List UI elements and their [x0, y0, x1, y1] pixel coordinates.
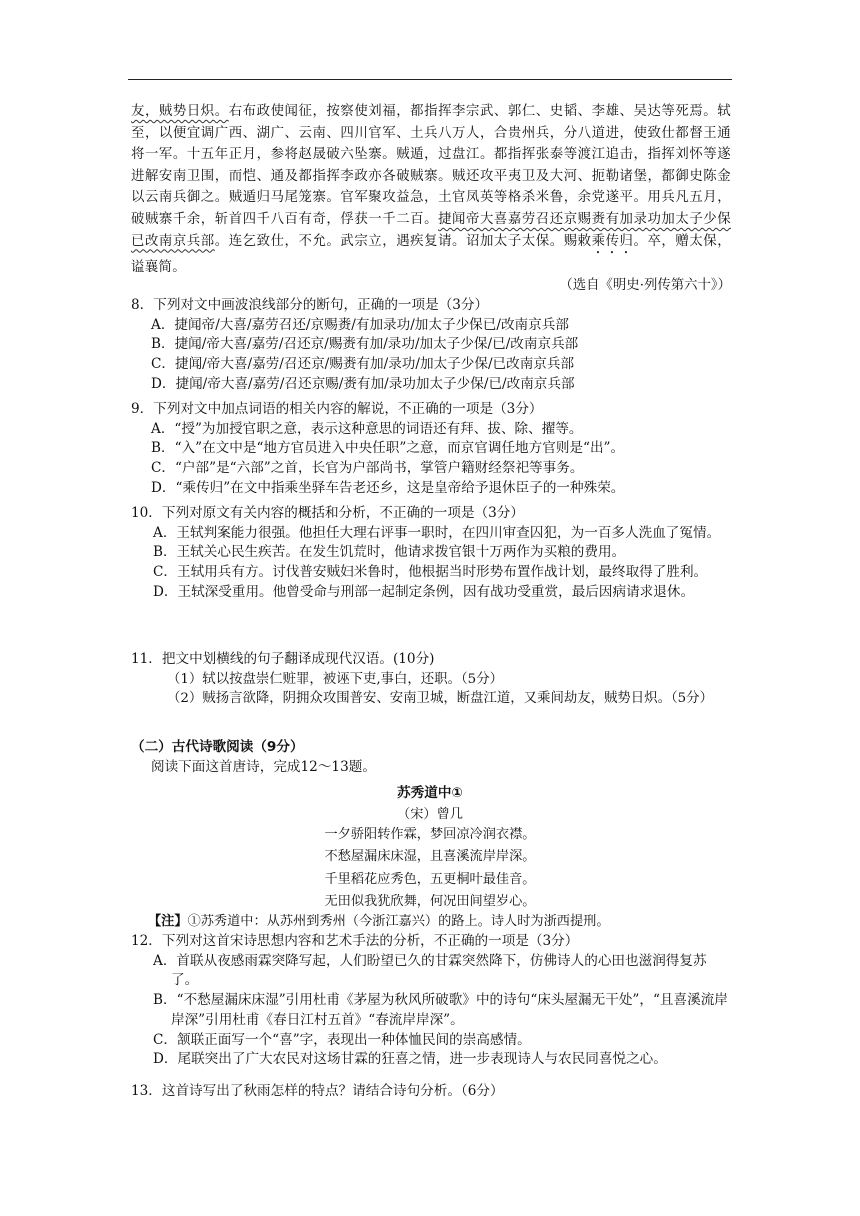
poem-line: 不愁屋漏床床湿，且喜溪流岸岸深。: [324, 849, 536, 865]
option-d: D．捷闻/帝大喜/嘉劳/召还京赐/赉有加/录功加太子少保/已/改南京兵部: [151, 375, 575, 392]
question-12: [131, 932, 733, 1070]
section-heading: （二）古代诗歌阅读（9分）: [131, 739, 304, 755]
option-a: A．王轼判案能力很强。他担任大理右评事一职时，在四川审查囚犯，为一百多人洗血了冤情。: [153, 524, 721, 541]
question-stem: 9．下列对文中加点词语的相关内容的解说，不正确的一项是（3分）: [131, 401, 543, 417]
option-c: C．王轼用兵有方。讨伐普安贼妇米鲁时，他根据当时形势布置作战计划，最终取得了胜利。: [153, 564, 708, 581]
question-stem: 11．把文中划横线的句子翻译成现代汉语。(10分): [131, 651, 435, 667]
header-rule: [128, 79, 732, 80]
option-b: B．“不愁屋漏床床湿”引用杜甫《茅屋为秋风所破歌》中的诗句“床头屋漏无干处”，“且喜溪流岸岸深”引用杜甫《春日江村五首》“春流岸岸深”。: [153, 992, 728, 1028]
poem-line: 千里稻花应秀色，五更桐叶最佳音。: [324, 871, 536, 887]
option-a: A．捷闻帝/大喜/嘉劳召还/京赐赉/有加录功/加太子少保已/改南京兵部: [151, 316, 569, 333]
question-13: [131, 1082, 733, 1102]
question-stem: 8．下列对文中画波浪线部分的断句，正确的一项是（3分）: [131, 297, 489, 313]
dotted-phrase: 乘传归: [591, 233, 634, 249]
question-stem: 12．下列对这首宋诗思想内容和艺术手法的分析，不正确的一项是（3分）: [131, 933, 579, 949]
classical-passage: [131, 101, 731, 278]
option-d: D．“乘传归”在文中指乘坐驿车告老还乡，这是皇帝给予退休臣子的一种殊荣。: [151, 479, 625, 496]
wavy-underlined-text: 友，贼势日炽。: [131, 104, 229, 119]
option-c: C．“户部”是“六部”之首，长官为户部尚书，掌管户籍财经祭祀等事务。: [151, 460, 584, 477]
poem-body: [0, 824, 860, 914]
poem-author: （宋）曾几: [397, 807, 463, 822]
poem-title: 苏秀道中①: [397, 785, 463, 801]
passage-paragraph: [131, 101, 731, 278]
question-9: [131, 400, 733, 499]
passage-text-2: 。连乞致仕，不允。武宗立，遇疾复请。诏加太子太保。赐敕: [214, 233, 592, 249]
section-poetry: [131, 738, 733, 777]
option-b: B．王轼关心民生疾苦。在发生饥荒时，他请求拨官银十万两作为买粮的费用。: [153, 544, 626, 561]
wavy-underlined-sentence: 捷闻帝大喜嘉劳召还京赐赉有加录功加太子少保已改南京兵部: [131, 211, 731, 249]
question-11: [131, 650, 733, 709]
note-label: 【注】: [148, 914, 188, 929]
passage-source: （选自《明史·列传第六十》）: [559, 278, 731, 293]
option-d: D．尾联突出了广大农民对这场甘霖的狂喜之情，进一步表现诗人与农民同喜悦之心。: [153, 1051, 667, 1068]
note-text: ①苏秀道中：从苏州到秀州（今浙江嘉兴）的路上。诗人时为浙西提刑。: [187, 914, 610, 929]
sentence-2: （2）贼扬言欲降，阴拥众攻围普安、安南卫城，断盘江道，又乘间劫友，贼势日炽。（5分）: [167, 691, 713, 707]
poem-note: [148, 910, 610, 929]
option-b: B．“入”在文中是“地方官员进入中央任职”之意，而京官调任地方官则是“出”。: [151, 440, 625, 457]
section-intro: 阅读下面这首唐诗，完成12～13题。: [151, 758, 376, 775]
question-stem: 10．下列对原文有关内容的概括和分析，不正确的一项是（3分）: [131, 505, 524, 521]
question-10: [131, 504, 733, 603]
option-d: D．王轼深受重用。他曾受命与刑部一起制定条例，因有战功受重赏，最后因病请求退休。: [153, 583, 695, 600]
sentence-1: （1）轼以按盘崇仁赃罪，被诬下吏,事白，还职。（5分）: [167, 671, 503, 687]
option-a: A．首联从夜感雨霖突降写起，人们盼望已久的甘霖突然降下，仿佛诗人的心田也滋润得复苏了。: [153, 952, 707, 989]
option-c: C．颔联正面写一个“喜”字，表现出一种体恤民间的崇高感情。: [153, 1031, 531, 1048]
passage-text: 右布政使闻征，按察使刘福，都指挥李宗武、郭仁、史韬、李雄、吴达等死焉。轼至，以便宜调广西、湖广、云南、四川官军、土兵八万人，合贵州兵，分八道进，使致仕都督王通将一军。十五年正月，参将赵晟破六坠寨。贼遁，过盘江。都指挥张泰等渡江追击，指挥刘怀等遂进解安南卫围，而恺、通及都指挥李政亦各破贼寨。贼还攻平夷卫及大河、扼勒诸堡，都御史陈金以云南兵御之。贼遁归马尾笼寨。官军聚攻益急，土官凤英等格杀米鲁，余党遂平。用兵凡五月，破贼寨千余，斩首四千八百有奇，俘获一千二百。: [131, 104, 731, 227]
poem-line: 一夕骄阳转作霖，梦回凉冷润衣襟。: [324, 827, 536, 842]
passage-text-3: 。卒，赠太保，谥襄简。: [131, 233, 731, 275]
option-c: C．捷闻/帝大喜/嘉劳/召还京/赐赉有加/录功/加太子少保/已改南京兵部: [151, 356, 575, 373]
question-stem: 13．这首诗写出了秋雨怎样的特点？请结合诗句分析。（6分）: [131, 1083, 504, 1099]
option-a: A．“授”为加授官职之意，表示这种意思的词语还有拜、拔、除、擢等。: [151, 420, 583, 437]
question-8: [131, 296, 733, 395]
poem-line: 无田似我犹欣舞，何况田间望岁心。: [324, 894, 536, 910]
option-b: B．捷闻/帝大喜/嘉劳/召还京/赐赉有加/录功/加太子少保/已/改南京兵部: [151, 336, 579, 353]
